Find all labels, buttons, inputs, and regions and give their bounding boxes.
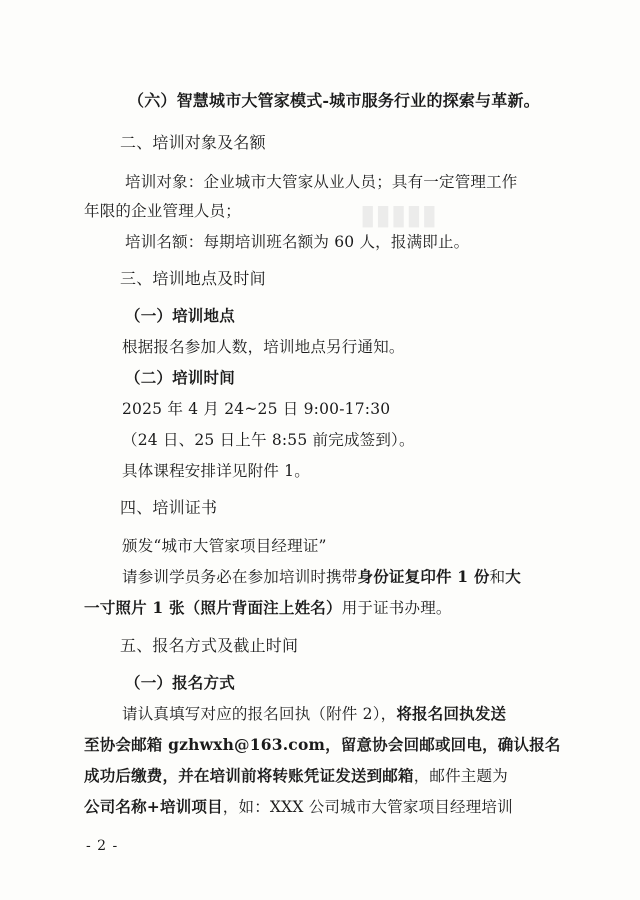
- bleed-through-mark: ▮▮▮▮▮: [360, 198, 438, 231]
- target-line-1: 培训对象：企业城市大管家从业人员；具有一定管理工作: [125, 173, 518, 191]
- certificate-requirement-2: [84, 597, 452, 619]
- item-six: （六）智慧城市大管家模式-城市服务行业的探索与革新。: [128, 91, 540, 110]
- reg-p3-b: ，邮件主题为: [413, 767, 508, 785]
- certificate-requirement-1: [122, 566, 521, 588]
- page-number: - 2 -: [86, 838, 119, 854]
- req-part-d: 大: [505, 567, 521, 586]
- section-5-heading: 五、报名方式及截止时间: [120, 636, 299, 655]
- reg-p1-b: 将报名回执发送: [396, 704, 507, 723]
- section-2-heading: 二、培训对象及名额: [120, 133, 266, 152]
- reg-p4-a: 公司名称+培训项目: [84, 797, 223, 816]
- req-part-c: 和: [489, 568, 506, 586]
- registration-para-1: [122, 703, 506, 725]
- time-signin: （24 日、25 日上午 8:55 前完成签到）。: [122, 431, 415, 449]
- location-subheading: （一）培训地点: [125, 306, 235, 325]
- registration-para-3: [84, 765, 508, 787]
- req-part-a: 请参训学员务必在参加培训时携带: [122, 568, 358, 586]
- target-line-2: 年限的企业管理人员；: [84, 202, 242, 220]
- time-date: 2025 年 4 月 24~25 日 9:00-17:30: [122, 400, 391, 418]
- registration-para-4: [84, 796, 513, 818]
- reg-p4-b: ，如：XXX 公司城市大管家项目经理培训: [222, 798, 513, 816]
- reg-p1-a: 请认真填写对应的报名回执（附件 2），: [122, 705, 397, 723]
- schedule-note: 具体课程安排详见附件 1。: [122, 462, 310, 480]
- section-3-heading: 三、培训地点及时间: [120, 269, 266, 288]
- req2-part-b: 用于证书办理。: [341, 599, 452, 617]
- reg-p3-a: 成功后缴费，并在培训前将转账凭证发送到邮箱: [84, 766, 414, 785]
- quota-line: 培训名额：每期培训班名额为 60 人，报满即止。: [125, 233, 470, 251]
- registration-para-2: 至协会邮箱 gzhwxh@163.com，留意协会回邮或回电，确认报名: [84, 735, 561, 754]
- section-4-heading: 四、培训证书: [120, 498, 218, 517]
- location-text: 根据报名参加人数，培训地点另行通知。: [122, 338, 405, 356]
- req2-part-a: 一寸照片 1 张（照片背面注上姓名）: [84, 598, 342, 617]
- time-subheading: （二）培训时间: [125, 368, 235, 387]
- req-part-b: 身份证复印件 1 份: [357, 567, 490, 586]
- certificate-text: 颁发“城市大管家项目经理证”: [122, 537, 327, 555]
- registration-subheading: （一）报名方式: [125, 673, 235, 692]
